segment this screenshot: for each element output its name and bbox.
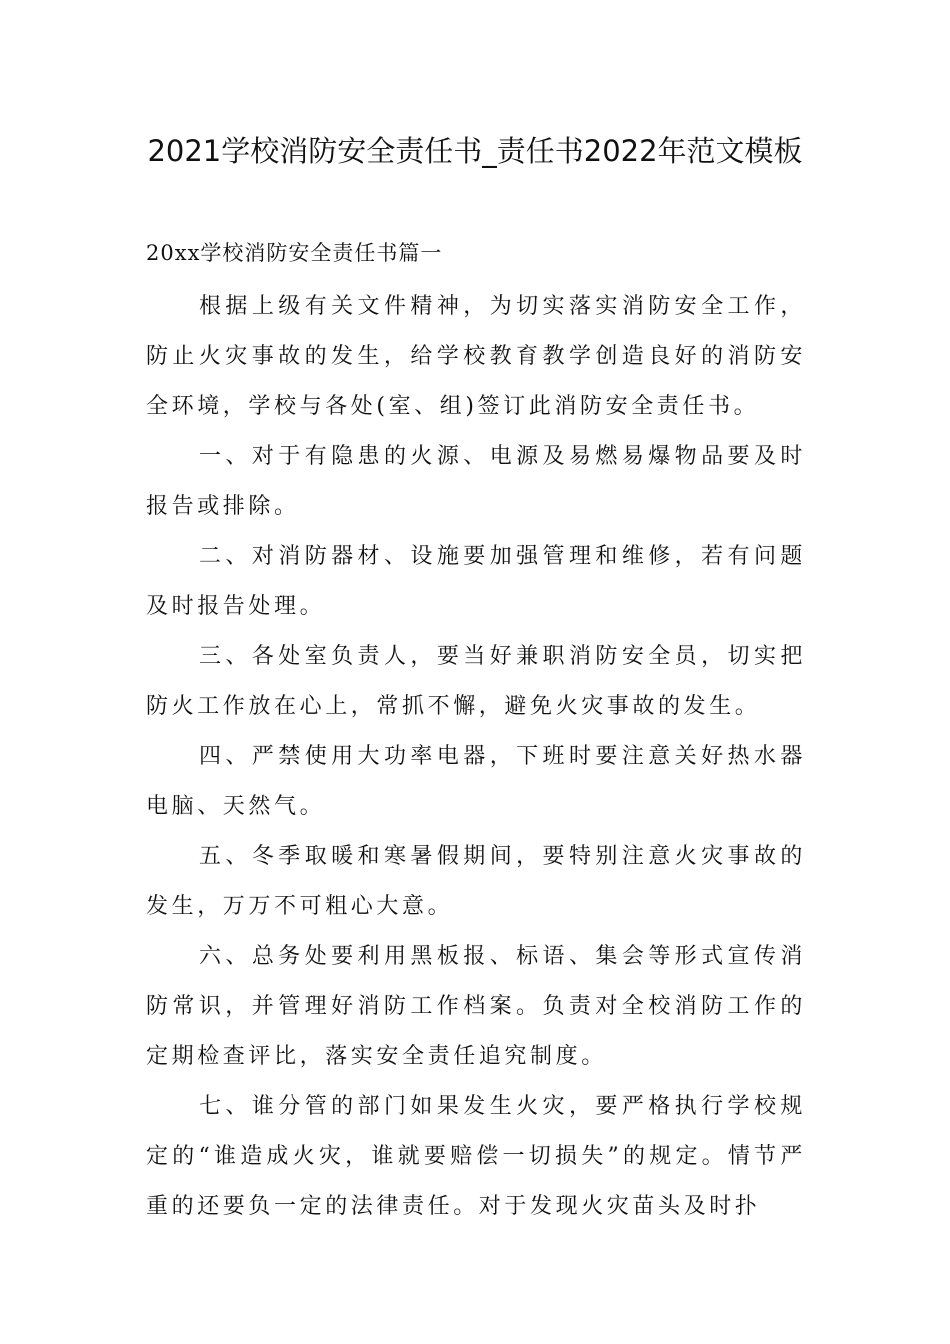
- paragraph-item-5: 五、冬季取暖和寒暑假期间，要特别注意火灾事故的发生，万万不可粗心大意。: [146, 844, 806, 919]
- paragraph-intro: 根据上级有关文件精神，为切实落实消防安全工作，防止火灾事故的发生，给学校教育教学创造良好的消防安全环境，学校与各处(室、组)签订此消防安全责任书。: [146, 294, 806, 419]
- paragraph-item-4: 四、严禁使用大功率电器，下班时要注意关好热水器电脑、天然气。: [146, 744, 806, 819]
- paragraph-item-2: 二、对消防器材、设施要加强管理和维修，若有问题及时报告处理。: [146, 544, 806, 619]
- paragraph-item-7: 七、谁分管的部门如果发生火灾，要严格执行学校规定的“谁造成火灾，谁就要赔偿一切损失”的规定。情节严重的还要负一定的法律责任。对于发现火灾苗头及时扑: [146, 1094, 806, 1219]
- document-body: [146, 282, 806, 1232]
- paragraph-item-1: 一、对于有隐患的火源、电源及易燃易爆物品要及时报告或排除。: [146, 444, 806, 519]
- section-heading: 20xx学校消防安全责任书篇一: [146, 241, 443, 265]
- paragraph-item-3: 三、各处室负责人，要当好兼职消防安全员，切实把防火工作放在心上，常抓不懈，避免火灾事故的发生。: [146, 644, 806, 719]
- paragraph-item-6: 六、总务处要利用黑板报、标语、集会等形式宣传消防常识，并管理好消防工作档案。负责对全校消防工作的定期检查评比，落实安全责任追究制度。: [146, 944, 806, 1069]
- document-title: 2021学校消防安全责任书_责任书2022年范文模板: [147, 134, 803, 168]
